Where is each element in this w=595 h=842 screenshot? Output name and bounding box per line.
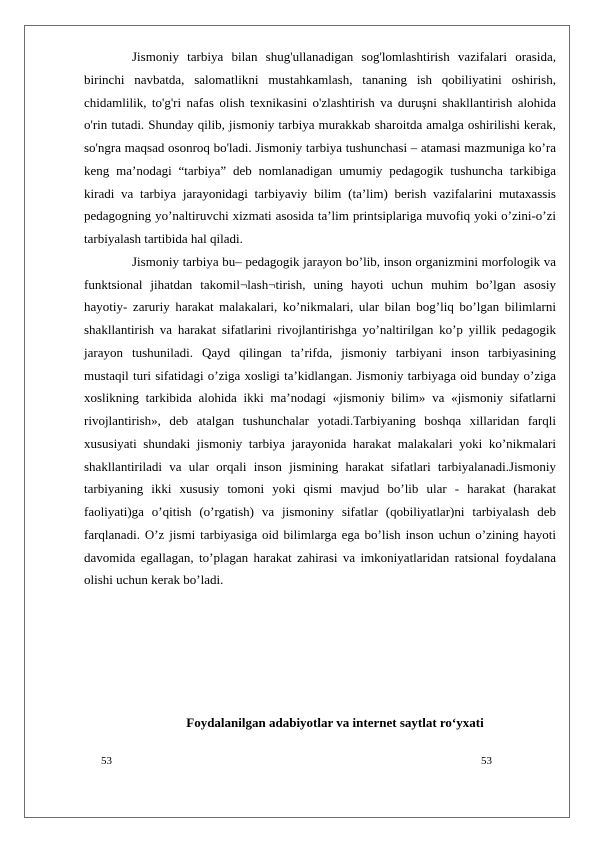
page-number-right: 53 <box>481 755 492 767</box>
page-number-left: 53 <box>101 755 112 767</box>
paragraph-2: Jismoniy tarbiya bu– pedagogik jarayon bo’lib, inson organizmini morfologik va funktsional jihatdan takomil¬lash¬tirish, uning hayoti uchun muhim bo’lgan asosiy hayotiy- zaruriy harakat malakalari, ko’nikmalari, ular bilan bog’liq bo’lgan bilimlarni shakllantirish va harakat sifatlarini rivojlantirishga yo’naltirilgan ko’p yillik pedagogik jarayon tushuniladi. Qayd qilingan ta’rifda, jismoniy tarbiyani inson tarbiyasining mustaqil turi sifatidagi o’ziga xosligi ta’kidlangan. Jismoniy tarbiyaga oid bunday o’ziga xoslikning tarkibida alohida ikki ma’nodagi «jismoniy bilim» va «jismoniy sifatlarni rivojlantirish», deb atalgan tushunchalar yotadi.Tarbiyaning boshqa xillaridan farqli xususiyati shundaki jismoniy tarbiya jarayonida harakat malakalari yoki ko’nikmalari shakllantiriladi va ular orqali inson jismining harakat sifatlari tarbiyalanadi.Jismoniy tarbiyaning ikki xususiy tomoni yoki qismi mavjud bo’lib ular - harakat (harakat faoliyati)ga o’qitish (o’rgatish) va jismoniny sifatlar (qobiliyatlar)ni tarbiyalash deb farqlanadi. O’z jismi tarbiyasiga oid bilimlarga ega bo’lish inson uchun o’zining hayoti davomida egallagan, to’plagan harakat zahirasi va imkoniyatlaridan ratsional foydalana olishi uchun kerak bo’ladi. <box>84 253 556 588</box>
document-body <box>84 46 556 592</box>
paragraph-1: Jismoniy tarbiya bilan shug'ullanadigan sog'lomlashtirish vazifalari orasida, birinchi navbatda, salomatlikni mustahkamlash, tananing ish qobiliyatini oshirish, chidamlilik, to'g'ri nafas olish texnikasini o'zlashtirish va duruşni shakllantirish alohida o'rin tutadi. Shunday qilib, jismoniy tarbiya murakkab sharoitda amalga oshirilishi kerak, so'ngra maqsad osonroq bo'ladi. Jismoniy tarbiya tushunchasi – atamasi mazmuniga ko’ra keng ma’nodagi “tarbiya” deb nomlanadigan umumiy pedagogik tushuncha tarkibiga kiradi va tarbiya jarayonidagi tarbiyaviy bilim (ta’lim) berish vazifalarini mutaxassis pedagogning yo’naltiruvchi xizmati asosida ta’lim printsiplariga muvofiq yoki o’zini-o’zi tarbiyalash tartibida hal qiladi. <box>84 49 556 246</box>
references-heading: Foydalanilgan adabiyotlar va internet saytlat ro‘yxati <box>186 715 484 730</box>
